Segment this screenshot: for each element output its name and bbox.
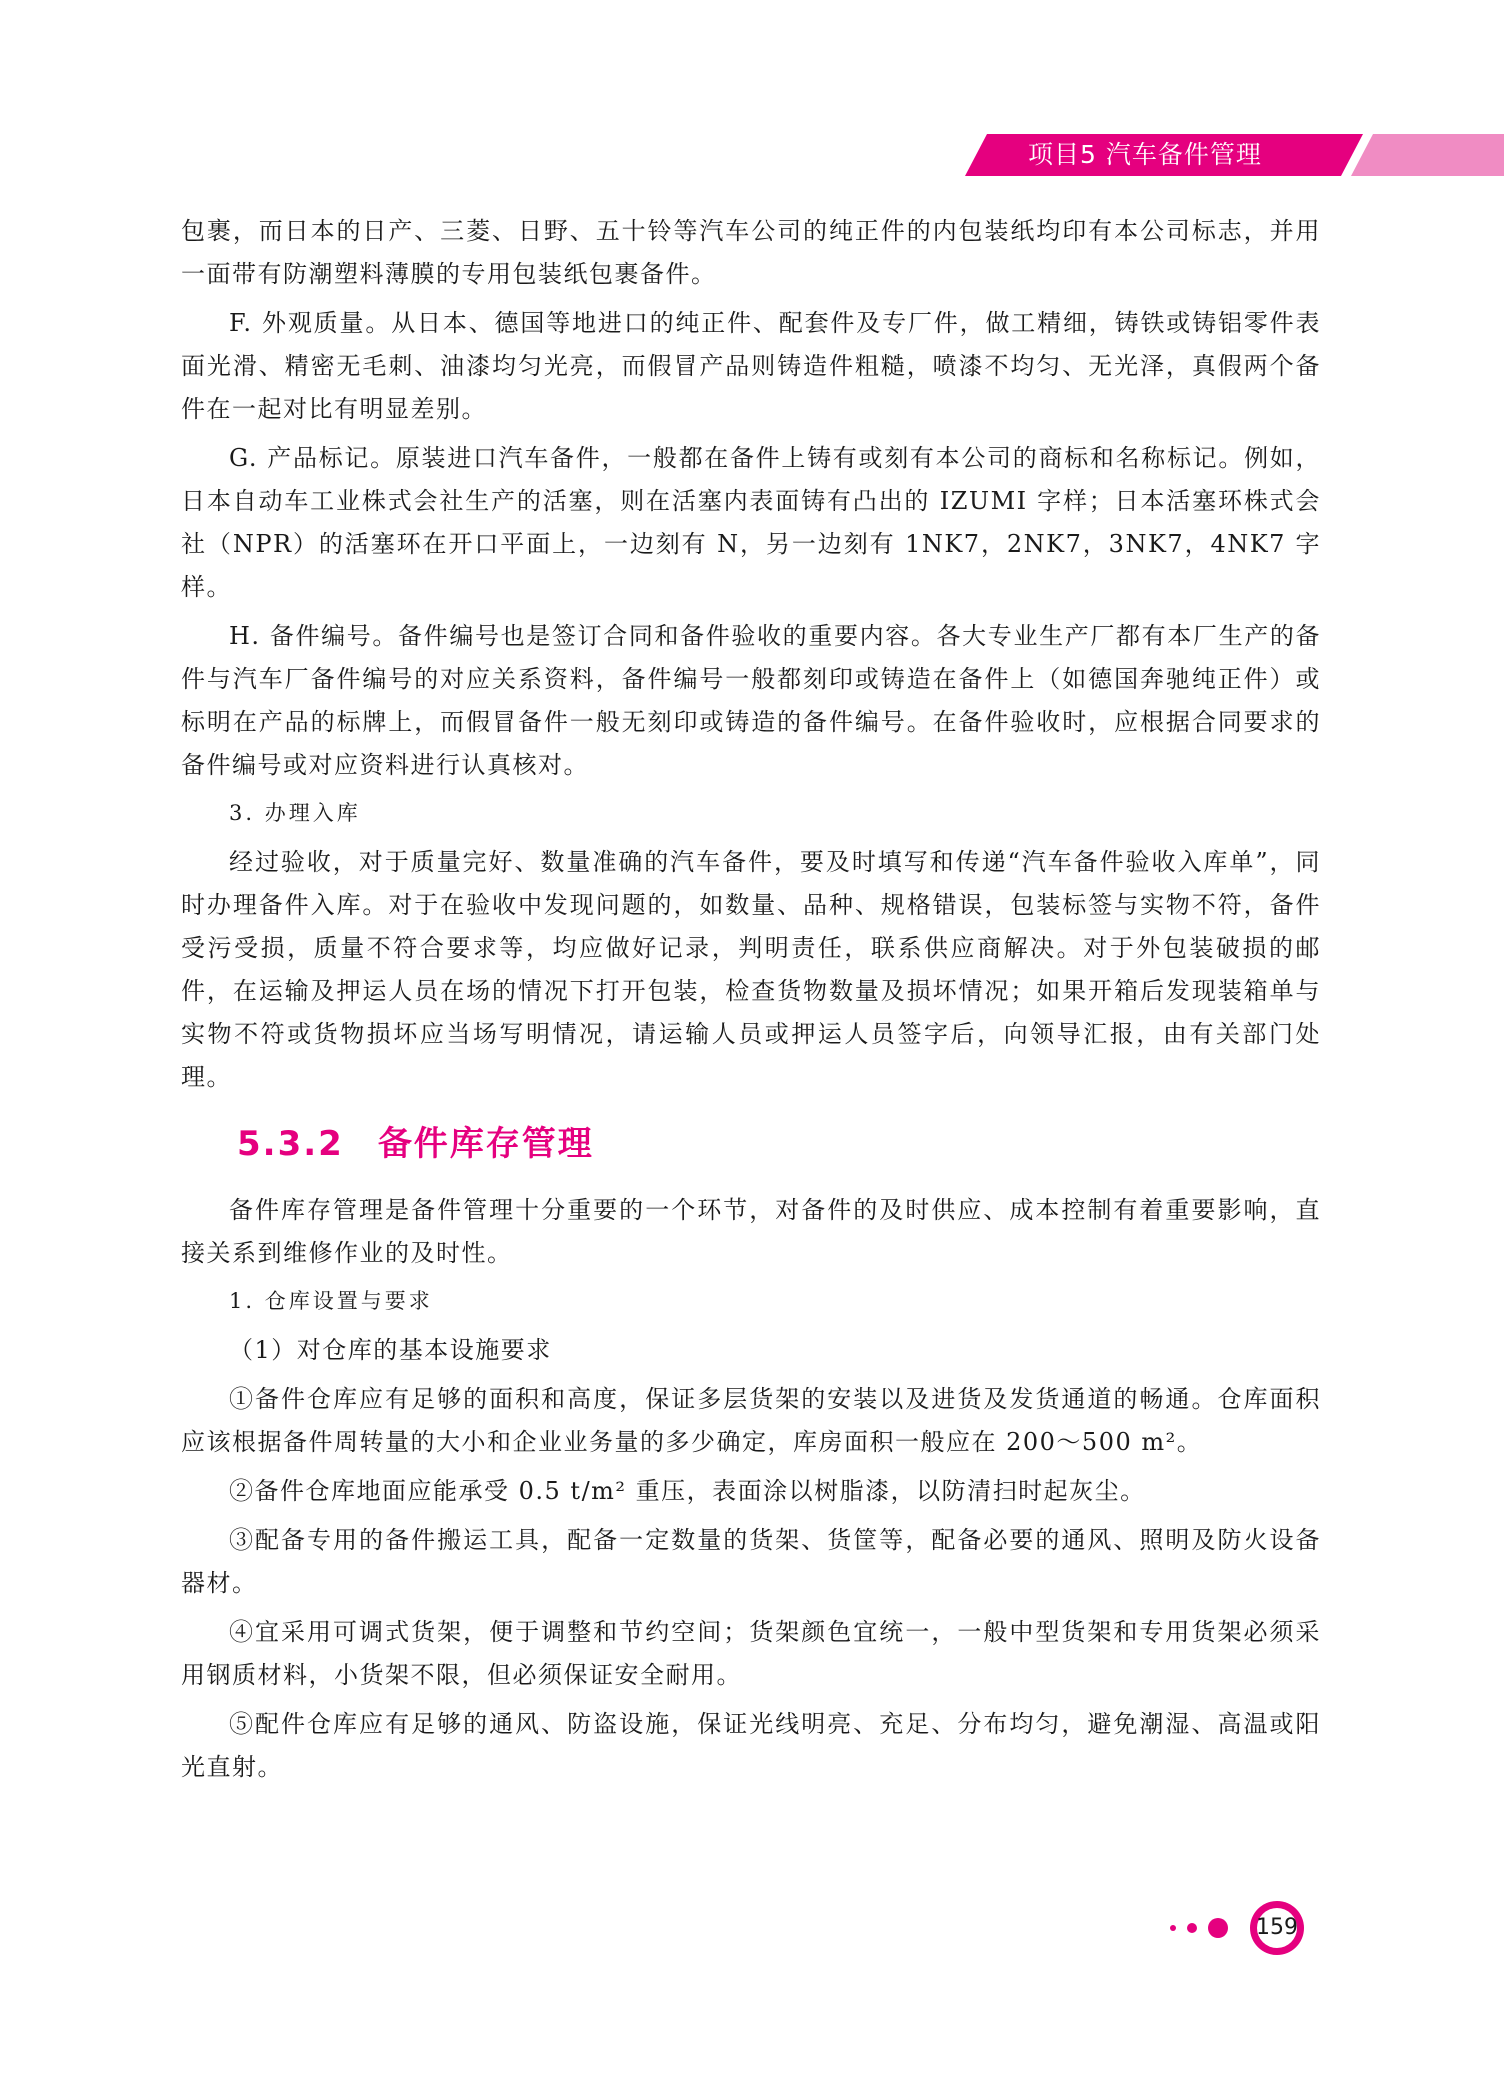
- paragraph: 包裹，而日本的日产、三菱、日野、五十铃等汽车公司的纯正件的内包装纸均印有本公司标志，并用一面带有防潮塑料薄膜的专用包装纸包裹备件。: [181, 217, 1321, 288]
- section-heading: [237, 1119, 1321, 1169]
- section-number: 5.3.2: [237, 1124, 344, 1164]
- page-number: 159: [1256, 1915, 1298, 1940]
- subheading: 3. 办理入库: [229, 801, 361, 825]
- subheading: 1. 仓库设置与要求: [229, 1289, 433, 1313]
- list-item: ⑤配件仓库应有足够的通风、防盗设施，保证光线明亮、充足、分布均匀，避免潮湿、高温或阳光直射。: [181, 1710, 1321, 1781]
- list-item: ①备件仓库应有足够的面积和高度，保证多层货架的安装以及进货及发货通道的畅通。仓库面积应该根据备件周转量的大小和企业业务量的多少确定，库房面积一般应在 200～500 m²。: [181, 1385, 1321, 1456]
- list-item: ④宜采用可调式货架，便于调整和节约空间；货架颜色宜统一，一般中型货架和专用货架必须采用钢质材料，小货架不限，但必须保证安全耐用。: [181, 1618, 1321, 1689]
- paragraph: G. 产品标记。原装进口汽车备件，一般都在备件上铸有或刻有本公司的商标和名称标记。例如，日本自动车工业株式会社生产的活塞，则在活塞内表面铸有凸出的 IZUMI 字样；日本活塞环株式会社（NPR）的活塞环在开口平面上，一边刻有 N，另一边刻有 1NK7，2NK7，3NK7，4NK7 字样。: [181, 444, 1321, 601]
- paragraph: 经过验收，对于质量完好、数量准确的汽车备件，要及时填写和传递“汽车备件验收入库单”，同时办理备件入库。对于在验收中发现问题的，如数量、品种、规格错误，包装标签与实物不符，备件受污受损，质量不符合要求等，均应做好记录，判明责任，联系供应商解决。对于外包装破损的邮件，在运输及押运人员在场的情况下打开包装，检查货物数量及损坏情况；如果开箱后发现装箱单与实物不符或货物损坏应当场写明情况，请运输人员或押运人员签字后，向领导汇报，由有关部门处理。: [181, 848, 1321, 1091]
- page-body: [181, 210, 1321, 1795]
- paragraph: F. 外观质量。从日本、德国等地进口的纯正件、配套件及专厂件，做工精细，铸铁或铸铝零件表面光滑、精密无毛刺、油漆均匀光亮，而假冒产品则铸造件粗糙，喷漆不均匀、无光泽，真假两个备件在一起对比有明显差别。: [181, 309, 1321, 423]
- paragraph: H. 备件编号。备件编号也是签订合同和备件验收的重要内容。各大专业生产厂都有本厂生产的备件与汽车厂备件编号的对应关系资料，备件编号一般都刻印或铸造在备件上（如德国奔驰纯正件）或标明在产品的标牌上，而假冒备件一般无刻印或铸造的备件编号。在备件验收时，应根据合同要求的备件编号或对应资料进行认真核对。: [181, 622, 1321, 779]
- section-title: 备件库存管理: [377, 1124, 594, 1164]
- item-heading: （1）对仓库的基本设施要求: [229, 1336, 552, 1364]
- list-item: ③配备专用的备件搬运工具，配备一定数量的货架、货筐等，配备必要的通风、照明及防火设备器材。: [181, 1526, 1321, 1597]
- list-item: ②备件仓库地面应能承受 0.5 t/m² 重压，表面涂以树脂漆，以防清扫时起灰尘。: [229, 1477, 1146, 1505]
- paragraph: 备件库存管理是备件管理十分重要的一个环节，对备件的及时供应、成本控制有着重要影响，直接关系到维修作业的及时性。: [181, 1196, 1321, 1267]
- running-header-title: 项目5 汽车备件管理: [1028, 140, 1262, 169]
